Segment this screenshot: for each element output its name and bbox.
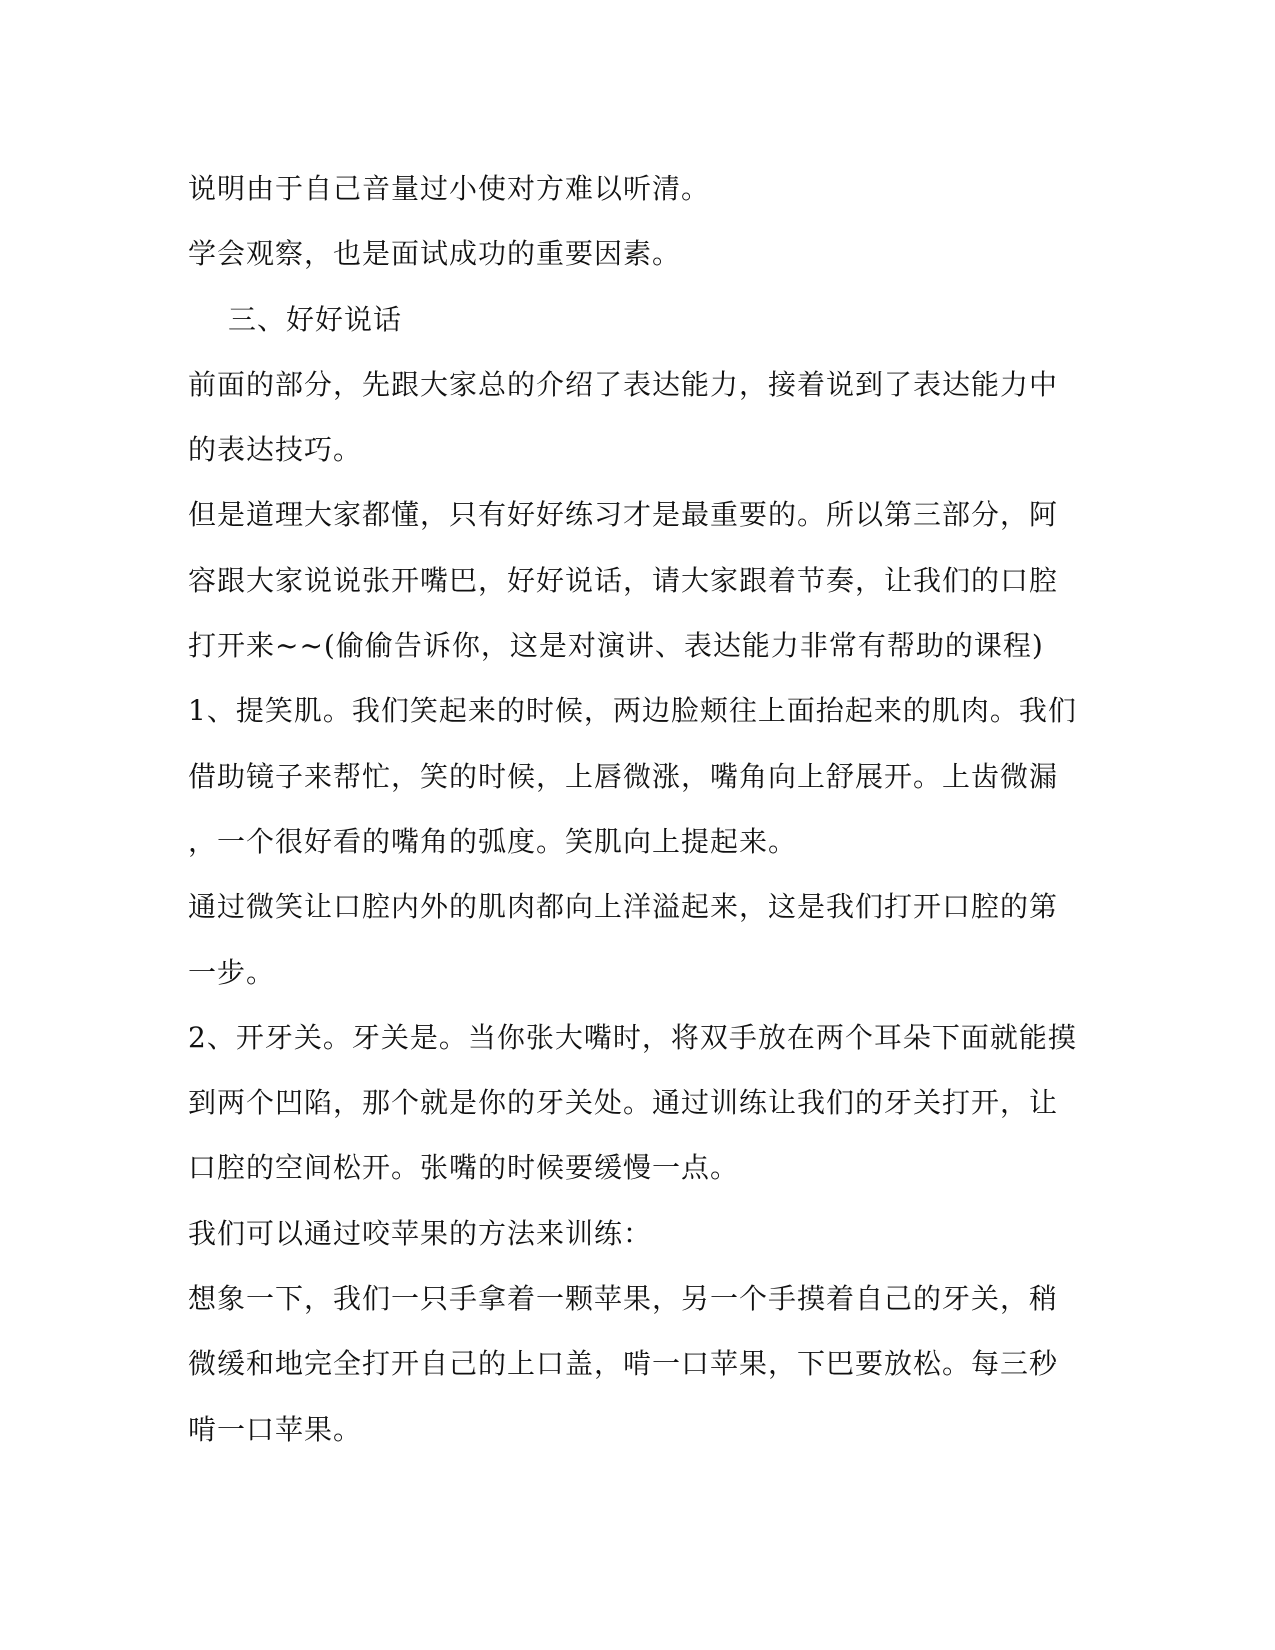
paragraph-line: 啃一口苹果。 (188, 1412, 363, 1446)
paragraph-line: 2、开牙关。牙关是。当你张大嘴时，将双手放在两个耳朵下面就能摸 (188, 1020, 1077, 1054)
document-body (188, 156, 1078, 1462)
paragraph-line: 容跟大家说说张开嘴巴，好好说话，请大家跟着节奏，让我们的口腔 (188, 563, 1059, 597)
paragraph-line: 但是道理大家都懂，只有好好练习才是最重要的。所以第三部分，阿 (188, 498, 1059, 532)
paragraph-line: 借助镜子来帮忙，笑的时候，上唇微涨，嘴角向上舒展开。上齿微漏 (188, 759, 1059, 793)
paragraph-line: 想象一下，我们一只手拿着一颗苹果，另一个手摸着自己的牙关，稍 (188, 1282, 1059, 1316)
paragraph-line: 微缓和地完全打开自己的上口盖，啃一口苹果，下巴要放松。每三秒 (188, 1347, 1059, 1381)
paragraph-line: 口腔的空间松开。张嘴的时候要缓慢一点。 (188, 1151, 740, 1185)
paragraph-line: 打开来~~(偷偷告诉你，这是对演讲、表达能力非常有帮助的课程) (188, 629, 1044, 663)
paragraph-line: 的表达技巧。 (188, 433, 363, 467)
paragraph-line: ，一个很好看的嘴角的弧度。笑肌向上提起来。 (188, 824, 798, 858)
paragraph-line: 通过微笑让口腔内外的肌肉都向上洋溢起来，这是我们打开口腔的第 (188, 890, 1059, 924)
paragraph-line: 到两个凹陷，那个就是你的牙关处。通过训练让我们的牙关打开，让 (188, 1086, 1059, 1120)
paragraph-line: 学会观察，也是面试成功的重要因素。 (188, 237, 682, 271)
section-heading: 三、好好说话 (228, 302, 403, 336)
paragraph-line: 说明由于自己音量过小使对方难以听清。 (188, 172, 711, 205)
paragraph-line: 一步。 (188, 955, 276, 989)
paragraph-line: 我们可以通过咬苹果的方法来训练： (188, 1216, 653, 1250)
paragraph-line: 1、提笑肌。我们笑起来的时候，两边脸颊往上面抬起来的肌肉。我们 (188, 694, 1077, 728)
paragraph-line: 前面的部分，先跟大家总的介绍了表达能力，接着说到了表达能力中 (188, 367, 1059, 401)
